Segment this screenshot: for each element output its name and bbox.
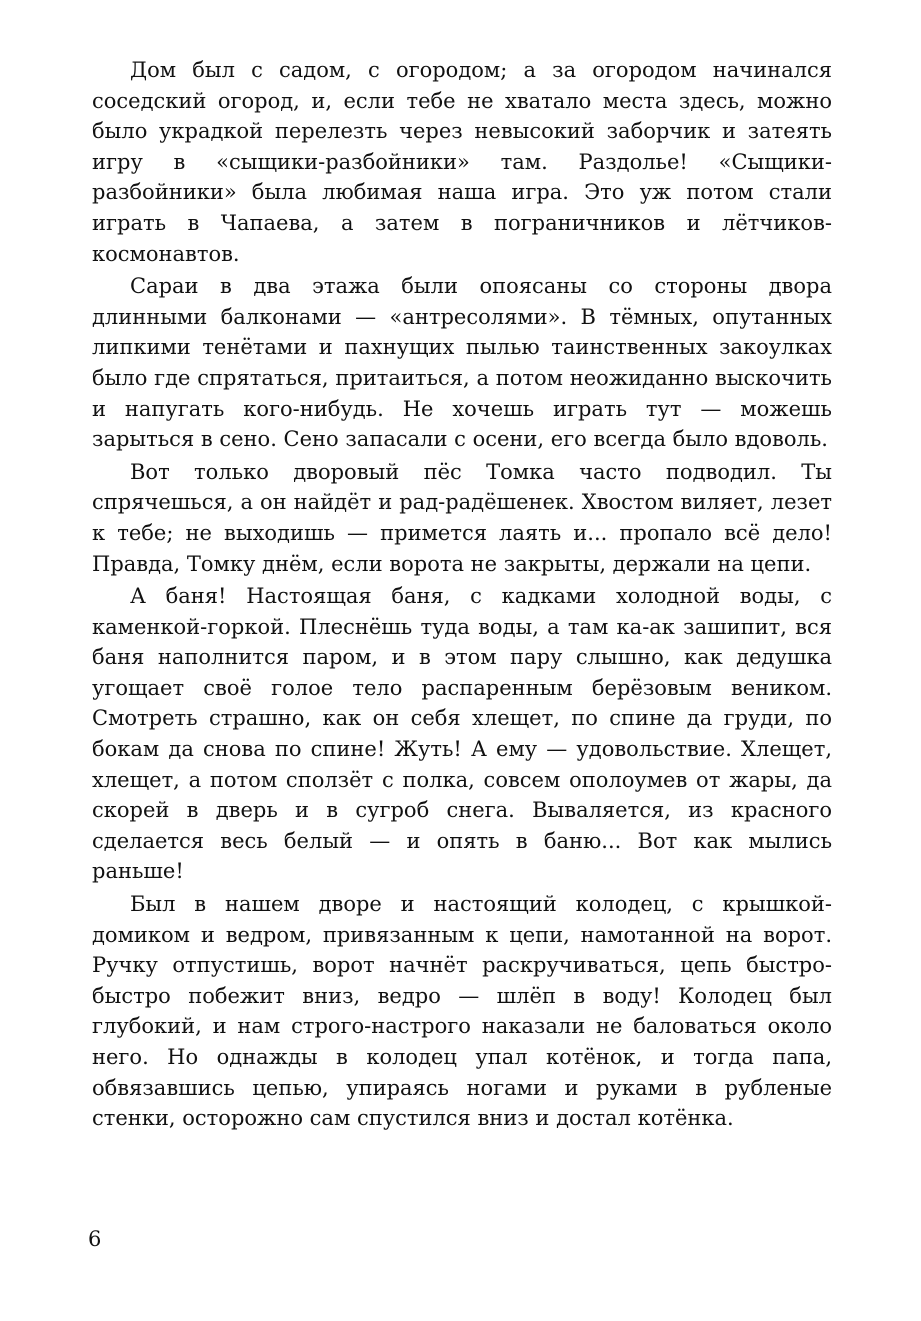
paragraph: Был в нашем дворе и настоящий колодец, с крышкой-домиком и ведром, привязанным к цепи, намотанной на ворот. Ручку отпустишь, ворот начнёт раскручиваться, цепь быстро-быстро побежит вниз, ведро — шлёп в воду! Колодец был глубокий, и нам строго-настрого наказали не баловаться около него. Но однажды в колодец упал котёнок, и тогда папа, обвязавшись цепью, упираясь ногами и руками в рубленые стенки, осторожно сам спустился вниз и достал котёнка. [92, 892, 832, 1131]
page-body [92, 55, 832, 1134]
paragraph: Сараи в два этажа были опоясаны со стороны двора длинными балконами — «антресолями». В тёмных, опутанных липкими тенётами и пахнущих пылью таинственных закоулках было где спрятаться, притаиться, а потом неожиданно выскочить и напугать кого-нибудь. Не хочешь играть тут — можешь зарыться в сено. Сено запасали с осени, его всегда было вдоволь. [92, 274, 832, 452]
paragraph: А баня! Настоящая баня, с кадками холодной воды, с каменкой-горкой. Плеснёшь туда воды, а там ка-ак зашипит, вся баня наполнится паром, и в этом пару слышно, как дедушка угощает своё голое тело распаренным берёзовым веником. Смотреть страшно, как он себя хлещет, по спине да груди, по бокам да снова по спине! Жуть! А ему — удовольствие. Хлещет, хлещет, а потом сползёт с полка, совсем ополоумев от жары, да скорей в дверь и в сугроб снега. Вываляется, из красного сделается весь белый — и опять в баню... Вот как мылись раньше! [92, 584, 832, 884]
paragraph: Вот только дворовый пёс Томка часто подводил. Ты спрячешься, а он найдёт и рад-радёшенек. Хвостом виляет, лезет к тебе; не выходишь — примется лаять и... пропало всё дело! Правда, Томку днём, если ворота не закрыты, держали на цепи. [92, 459, 832, 576]
page-number: 6 [88, 1227, 102, 1251]
paragraph: Дом был с садом, с огородом; а за огородом начинался соседский огород, и, если тебе не хватало места здесь, можно было украдкой перелезть через невысокий заборчик и затеять игру в «сыщики-разбойники» там. Раздолье! «Сыщики-разбойники» была любимая наша игра. Это уж потом стали играть в Чапаева, а затем в пограничников и лётчиков-космонавтов. [92, 58, 832, 266]
